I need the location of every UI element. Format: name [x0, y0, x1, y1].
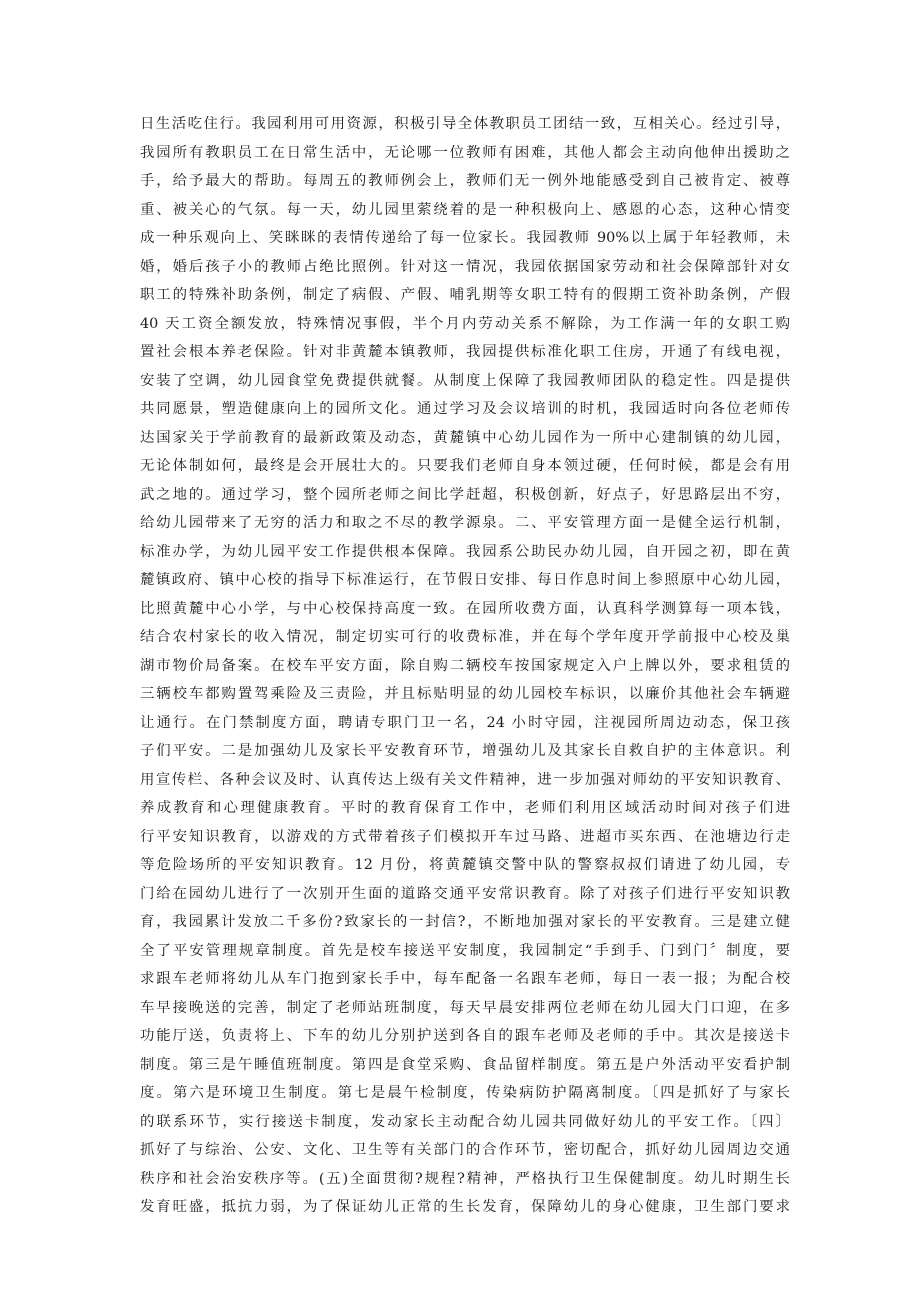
text-line: 湖市物价局备案。在校车平安方面，除自购二辆校车按国家规定入户上牌以外，要求租赁的: [140, 657, 790, 674]
text-line: 职工的特殊补助条例，制定了病假、产假、哺乳期等女职工特有的假期工资补助条例，产假: [140, 287, 790, 303]
text-line: 40 天工资全额发放，特殊情况事假，半个月内劳动关系不解除，为工作满一年的女职工购: [140, 315, 790, 332]
text-line: 养成教育和心理健康教育。平时的教育保育工作中，老师们利用区域活动时间对孩子们进: [140, 800, 790, 816]
text-line: 发育旺盛，抵抗力弱，为了保证幼儿正常的生长发育，保障幼儿的身心健康，卫生部门要求: [140, 1199, 790, 1215]
text-line: 让通行。在门禁制度方面，聘请专职门卫一名，24 小时守园，注视园所周边动态，保卫孩: [140, 714, 790, 731]
text-line: 功能厅送，负责将上、下车的幼儿分别护送到各自的跟车老师及老师的手中。其次是接送卡: [140, 1028, 790, 1044]
text-line: 标准办学，为幼儿园平安工作提供根本保障。我园系公助民办幼儿园，自开园之初，即在黄: [140, 543, 790, 560]
text-line: 车早接晚送的完善，制定了老师站班制度，每天早晨安排两位老师在幼儿园大门口迎，在多: [140, 999, 790, 1016]
text-line: 抓好了与综治、公安、文化、卫生等有关部门的合作环节，密切配合，抓好幼儿园周边交通: [140, 1142, 790, 1158]
text-line: 给幼儿园带来了无穷的活力和取之不尽的教学源泉。二、平安管理方面一是健全运行机制，: [140, 515, 790, 531]
text-line: 全了平安管理规章制度。首先是校车接送平安制度，我园制定“手到手、门到门〞制度，要: [140, 942, 790, 959]
text-line: 婚，婚后孩子小的教师占绝比照例。针对这一情况，我园依据国家劳动和社会保障部针对女: [140, 258, 790, 275]
text-line: 武之地的。通过学习，整个园所老师之间比学赶超，积极创新，好点子，好思路层出不穷，: [140, 486, 790, 503]
text-line: 手，给予最大的帮助。每周五的教师例会上，教师们无一例外地能感受到自己被肯定、被尊: [140, 173, 790, 189]
text-line: 安装了空调，幼儿园食堂免费提供就餐。从制度上保障了我园教师团队的稳定性。四是提供: [140, 372, 790, 389]
text-line: 麓镇政府、镇中心校的指导下标准运行，在节假日安排、每日作息时间上参照原中心幼儿园，: [140, 572, 790, 588]
text-line: 共同愿景，塑造健康向上的园所文化。通过学习及会议培训的时机，我园适时向各位老师传: [140, 401, 790, 417]
text-line: 求跟车老师将幼儿从车门抱到家长手中，每车配备一名跟车老师，每日一表一报；为配合校: [140, 971, 790, 987]
text-line: 门给在园幼儿进行了一次别开生面的道路交通平安常识教育。除了对孩子们进行平安知识教: [140, 885, 790, 902]
text-line: 比照黄麓中心小学，与中心校保持高度一致。在园所收费方面，认真科学测算每一项本钱，: [140, 600, 790, 617]
text-line: 置社会根本养老保险。针对非黄麓本镇教师，我园提供标准化职工住房，开通了有线电视，: [140, 344, 790, 360]
text-line: 我园所有教职员工在日常生活中，无论哪一位教师有困难，其他人都会主动向他伸出援助之: [140, 144, 790, 161]
text-line: 结合农村家长的收入情况，制定切实可行的收费标准，并在每个学年度开学前报中心校及巢: [140, 629, 790, 645]
text-line: 育，我园累计发放二千多份?致家长的一封信?，不断地加强对家长的平安教育。三是建立健: [140, 914, 790, 930]
text-line: 等危险场所的平安知识教育。12 月份，将黄麓镇交警中队的警察叔叔们请进了幼儿园，专: [140, 857, 790, 873]
text-line: 度。第六是环境卫生制度。第七是晨午检制度，传染病防护隔离制度。〔四是抓好了与家长: [140, 1085, 790, 1101]
text-line: 制度。第三是午睡值班制度。第四是食堂采购、食品留样制度。第五是户外活动平安看护制: [140, 1056, 790, 1073]
text-line: 用宣传栏、各种会议及时、认真传达上级有关文件精神，进一步加强对师幼的平安知识教育、: [140, 771, 790, 788]
text-line: 的联系环节，实行接送卡制度，发动家长主动配合幼儿园共同做好幼儿的平安工作。〔四〕: [140, 1113, 790, 1130]
text-line: 秩序和社会治安秩序等。(五)全面贯彻?规程?精神，严格执行卫生保健制度。幼儿时期生长: [140, 1170, 790, 1187]
text-line: 达国家关于学前教育的最新政策及动态，黄麓镇中心幼儿园作为一所中心建制镇的幼儿园，: [140, 429, 790, 446]
body-text: [140, 110, 790, 1222]
text-line: 三辆校车都购置驾乘险及三责险，并且标贴明显的幼儿园校车标识，以廉价其他社会车辆避: [140, 686, 790, 702]
text-line: 成一种乐观向上、笑眯眯的表情传递给了每一位家长。我园教师 90%以上属于年轻教师，未: [140, 230, 790, 246]
text-line: 无论体制如何，最终是会开展壮大的。只要我们老师自身本领过硬，任何时候，都是会有用: [140, 458, 790, 474]
text-line: 日生活吃住行。我园利用可用资源，积极引导全体教职员工团结一致，互相关心。经过引导，: [140, 116, 790, 132]
text-line: 行平安知识教育，以游戏的方式带着孩子们模拟开车过马路、进超市买东西、在池塘边行走: [140, 828, 790, 845]
text-line: 重、被关心的气氛。每一天，幼儿园里萦绕着的是一种积极向上、感恩的心态，这种心情变: [140, 201, 790, 218]
text-line: 子们平安。二是加强幼儿及家长平安教育环节，增强幼儿及其家长自救自护的主体意识。利: [140, 743, 790, 759]
